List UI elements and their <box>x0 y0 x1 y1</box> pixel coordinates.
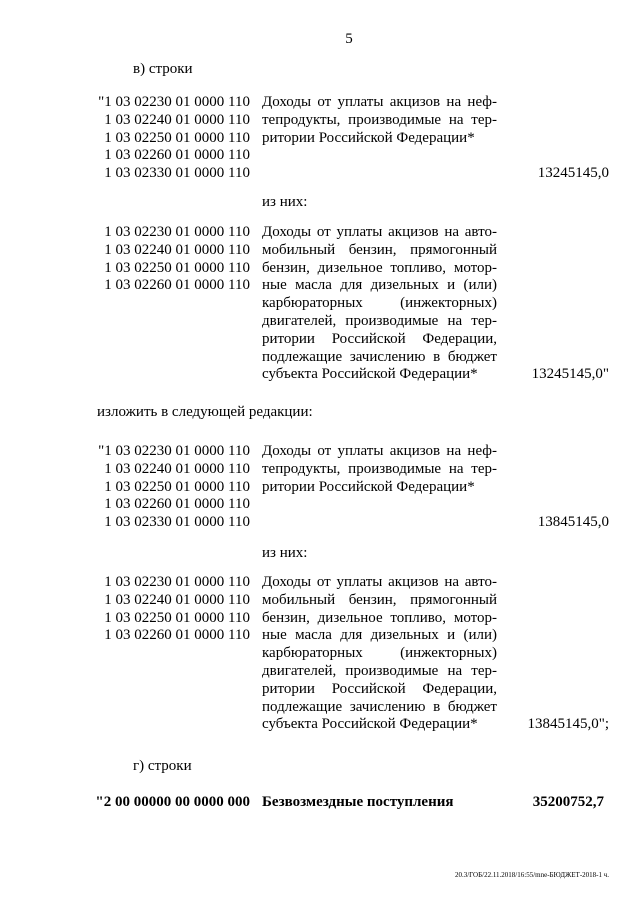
subitem-g-label: г) строки <box>133 758 192 774</box>
description-line: карбюраторных (инжекторных) <box>262 645 497 662</box>
budget-code: 1 03 02260 01 0000 110 <box>104 147 250 164</box>
budget-code: 1 03 02240 01 0000 110 <box>104 591 250 608</box>
income-description <box>262 94 497 147</box>
budget-codes <box>98 443 250 532</box>
amount: 13245145,0 <box>537 165 609 182</box>
budget-codes <box>104 574 250 645</box>
description-line: тепродукты, производимые на тер- <box>262 111 497 128</box>
income-description <box>262 443 497 496</box>
budget-code: 1 03 02260 01 0000 110 <box>104 496 250 513</box>
description-line: Доходы от уплаты акцизов на неф- <box>262 94 497 110</box>
budget-code: 1 03 02230 01 0000 110 <box>104 574 250 590</box>
description-line: Доходы от уплаты акцизов на неф- <box>262 443 497 459</box>
description-line: тепродукты, производимые на тер- <box>262 460 497 477</box>
budget-codes <box>95 794 250 812</box>
budget-code: 1 03 02250 01 0000 110 <box>104 259 250 276</box>
budget-code: 1 03 02240 01 0000 110 <box>104 111 250 128</box>
description-line: подлежащие зачислению в бюджет <box>262 698 497 715</box>
description-line: ные масла для дизельных и (или) <box>262 277 497 294</box>
description-line: Доходы от уплаты акцизов на авто- <box>262 224 497 240</box>
amount: 13845145,0 <box>537 514 609 531</box>
description-line: двигателей, производимые на тер- <box>262 662 497 679</box>
budget-code: 1 03 02240 01 0000 110 <box>104 460 250 477</box>
income-description <box>262 224 497 384</box>
budget-code: 1 03 02260 01 0000 110 <box>104 627 250 644</box>
budget-code: 1 03 02250 01 0000 110 <box>104 609 250 626</box>
description-line: мобильный бензин, прямогонный <box>262 591 497 608</box>
description-line: Доходы от уплаты акцизов на авто- <box>262 574 497 590</box>
budget-code: "1 03 02230 01 0000 110 <box>98 443 250 459</box>
income-description <box>262 574 497 734</box>
description-line: подлежащие зачислению в бюджет <box>262 348 497 365</box>
budget-code: 1 03 02260 01 0000 110 <box>104 277 250 294</box>
budget-code: 1 03 02230 01 0000 110 <box>104 224 250 240</box>
budget-code: 1 03 02250 01 0000 110 <box>104 129 250 146</box>
subitem-v-label: в) строки <box>133 61 193 77</box>
description-line: ритории Российской Федерации, <box>262 680 497 697</box>
of-which-label: из них: <box>262 194 308 210</box>
income-description <box>262 794 497 812</box>
amount: 35200752,7 <box>532 794 604 810</box>
description-line: карбюраторных (инжекторных) <box>262 295 497 312</box>
budget-codes <box>98 94 250 183</box>
description-line: субъекта Российской Федерации* <box>262 716 478 733</box>
description-line: бензин, дизельное топливо, мотор- <box>262 259 497 276</box>
budget-code: 1 03 02250 01 0000 110 <box>104 478 250 495</box>
amount: 13245145,0" <box>531 366 609 383</box>
replace-instruction: изложить в следующей редакции: <box>97 404 313 420</box>
budget-code: 1 03 02330 01 0000 110 <box>104 514 250 531</box>
budget-codes <box>104 224 250 295</box>
amount: 13845145,0"; <box>527 716 609 733</box>
footer-stamp: 20.3/ГОБ/22.11.2018/16:55/mne-БЮДЖЕТ-2018-1 ч. <box>454 871 609 879</box>
description-line: ные масла для дизельных и (или) <box>262 627 497 644</box>
page-number: 5 <box>345 31 353 47</box>
description-line: ритории Российской Федерации, <box>262 330 497 347</box>
budget-code: 1 03 02240 01 0000 110 <box>104 241 250 258</box>
description-line: двигателей, производимые на тер- <box>262 312 497 329</box>
budget-code: 1 03 02330 01 0000 110 <box>104 165 250 182</box>
budget-code: "1 03 02230 01 0000 110 <box>98 94 250 110</box>
of-which-label: из них: <box>262 545 308 561</box>
description-line: Безвозмездные поступления <box>262 794 454 810</box>
description-line: бензин, дизельное топливо, мотор- <box>262 609 497 626</box>
description-line: мобильный бензин, прямогонный <box>262 241 497 258</box>
description-line: субъекта Российской Федерации* <box>262 366 478 383</box>
description-line: ритории Российской Федерации* <box>262 129 475 146</box>
budget-code: "2 00 00000 00 0000 000 <box>95 794 250 810</box>
description-line: ритории Российской Федерации* <box>262 478 475 495</box>
